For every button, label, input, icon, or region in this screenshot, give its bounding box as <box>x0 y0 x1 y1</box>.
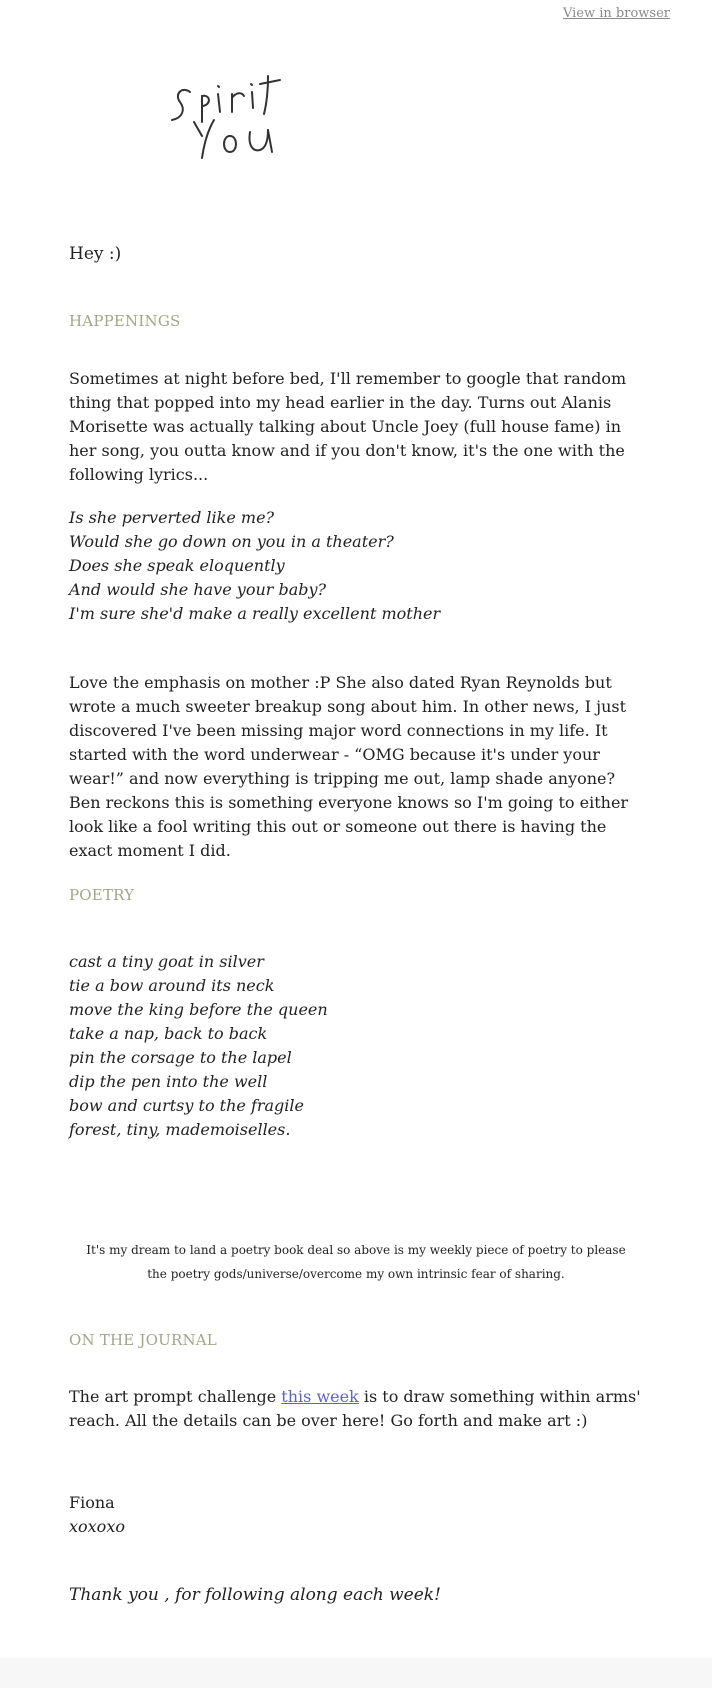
poem-line: tie a bow around its neck <box>69 976 275 995</box>
poem-line: pin the corsage to the lapel <box>69 1048 292 1067</box>
poem-line: take a nap, back to back <box>69 1024 268 1043</box>
lyric-line: And would she have your baby? <box>69 580 327 599</box>
journal-text-after: is to draw something within arms' reach. All the details can be over here! Go forth and make art :) <box>69 1387 641 1430</box>
signoff-kisses: xoxoxo <box>69 1517 125 1536</box>
section-heading-happenings: HAPPENINGS <box>69 312 181 330</box>
poem-line: move the king before the queen <box>69 1000 328 1019</box>
lyric-line: Would she go down on you in a theater? <box>69 532 394 551</box>
this-week-link[interactable]: this week <box>281 1387 359 1406</box>
footer-band <box>0 1658 712 1688</box>
section-heading-poetry: POETRY <box>69 886 135 904</box>
greeting: Hey :) <box>69 244 122 264</box>
poem-line: cast a tiny goat in silver <box>69 952 264 971</box>
poem-line: dip the pen into the well <box>69 1072 268 1091</box>
journal-paragraph <box>69 1385 649 1433</box>
signoff-name: Fiona <box>69 1493 115 1512</box>
poem-line: forest, tiny, mademoiselles. <box>69 1120 291 1139</box>
thanks-message: Thank you , for following along each week! <box>69 1585 441 1605</box>
lyric-line: I'm sure she'd make a really excellent mother <box>69 604 441 623</box>
poem-block <box>69 950 649 1142</box>
poetry-note: It's my dream to land a poetry book deal so above is my weekly piece of poetry to please the poetry gods/universe/overcome my own intrinsic fear of sharing. <box>86 1243 626 1281</box>
lyric-line: Is she perverted like me? <box>69 508 275 527</box>
lyrics-block <box>69 506 649 626</box>
lyric-line: Does she speak eloquently <box>69 556 285 575</box>
view-in-browser-link[interactable]: View in browser <box>562 6 670 21</box>
journal-text-before: The art prompt challenge <box>69 1387 282 1406</box>
happenings-paragraph-2: Love the emphasis on mother :P She also dated Ryan Reynolds but wrote a much sweeter breakup song about him. In other news, I just discovered I've been missing major word connections in my life. It started with the word underwear - “OMG because it's under your wear!” and now everything is tripping me out, lamp shade anyone? Ben reckons this is something everyone knows so I'm going to either look like a fool writing this out or someone out there is having the exact moment I did. <box>69 673 629 860</box>
section-heading-journal: ON THE JOURNAL <box>69 1331 217 1349</box>
happenings-paragraph-1: Sometimes at night before bed, I'll remember to google that random thing that popped into my head earlier in the day. Turns out Alanis Morisette was actually talking about Uncle Joey (full house fame) in her song, you outta know and if you don't know, it's the one with the following lyrics... <box>69 369 627 484</box>
poem-line: bow and curtsy to the fragile <box>69 1096 304 1115</box>
spirit-you-logo <box>168 72 308 168</box>
